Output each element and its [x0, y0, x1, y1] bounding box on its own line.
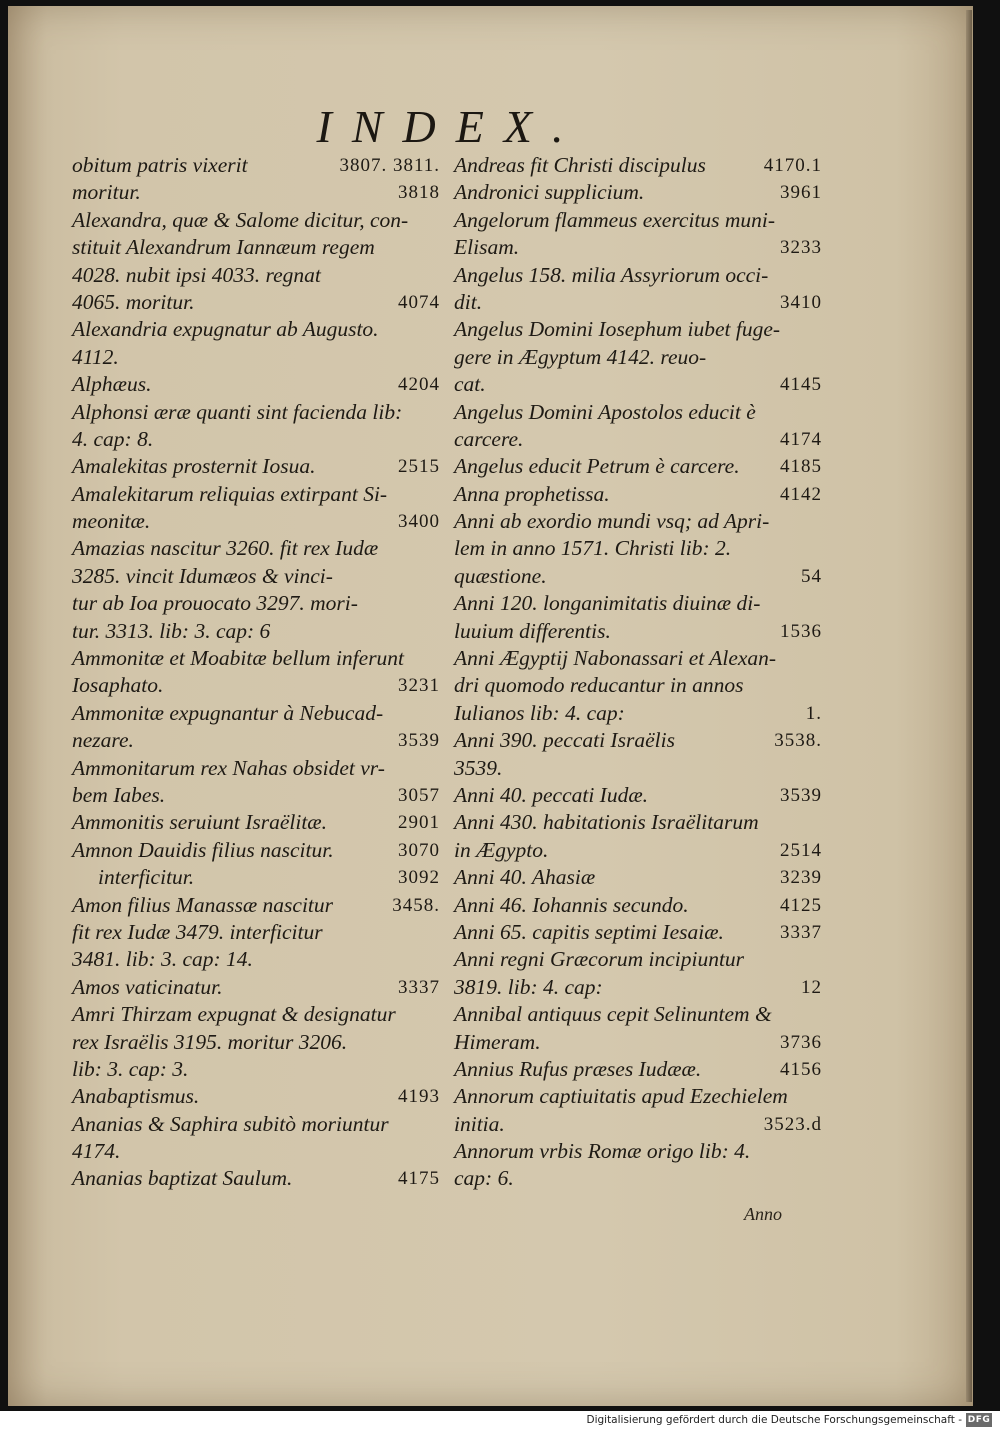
index-entry-text: dri quomodo reducantur in annos [454, 673, 744, 698]
index-entry-text: Anni regni Græcorum incipiuntur [454, 947, 745, 972]
index-entry-number: 1536 [780, 620, 822, 642]
index-entry-number: 3807. 3811. [339, 155, 440, 176]
index-entry-text: Ammonitæ expugnantur à Nebucad- [72, 700, 384, 725]
index-entry-text: Ammonitæ et Moabitæ bellum inferunt [72, 646, 405, 671]
index-entry-text: Anni Ægyptij Nabonassari et Alexan- [454, 646, 777, 671]
index-entry-line [454, 782, 822, 809]
index-entry-text: fit rex Iudæ 3479. interficitur [72, 919, 323, 944]
index-entry-line [454, 892, 822, 919]
index-entry-line [72, 892, 440, 919]
index-entry-number: 4142 [780, 483, 822, 505]
index-entry-text: stituit Alexandrum Iannæum regem [72, 235, 375, 260]
index-entry-text: Anna prophetissa. [454, 481, 610, 506]
index-entry-text: Amalekitas prosternit Iosua. [72, 454, 316, 479]
index-entry-line [454, 590, 814, 617]
index-entry-number: 54 [801, 565, 822, 587]
index-entry-line [72, 453, 440, 480]
index-entry-line [72, 316, 432, 343]
index-entry-text: Anni 390. peccati Israëlis [454, 728, 675, 753]
index-entry-text: cat. [454, 372, 486, 397]
index-entry-text: Anni 120. longanimitatis diuinæ di- [454, 591, 761, 616]
index-entry-number: 4074 [398, 291, 440, 313]
index-entry-number: 4204 [398, 374, 440, 396]
index-entry-line [454, 344, 814, 371]
index-entry-line [72, 864, 440, 891]
index-entry-text: 4065. moritur. [72, 289, 195, 314]
index-entry-text: Angelus 158. milia Assyriorum occi- [454, 262, 769, 287]
index-entry-line [72, 508, 440, 535]
index-entry-number: 4145 [780, 374, 822, 396]
index-entry-number: 3818 [398, 182, 440, 204]
index-entry-number: 3458. [392, 894, 440, 916]
index-entry-text: Angelus Domini Apostolos educit è [454, 399, 756, 424]
index-entry-text: lem in anno 1571. Christi lib: 2. [454, 536, 732, 561]
index-entry-text: Angelorum flammeus exercitus muni- [454, 207, 776, 232]
index-entry-text: Iulianos lib: 4. cap: [454, 700, 625, 725]
index-entry-text: carcere. [454, 426, 524, 451]
index-entry-line [454, 563, 822, 590]
index-entry-line [72, 700, 432, 727]
index-entry-line [454, 974, 822, 1001]
index-entry-line [454, 864, 822, 891]
index-entry-text: Anni 65. capitis septimi Iesaiæ. [454, 919, 724, 944]
index-entry-line [72, 426, 432, 453]
index-entry-text: interficitur. [98, 865, 195, 890]
index-entry-text: Amon filius Manassæ nascitur [72, 892, 334, 917]
index-entry-text: Andreas fit Christi discipulus [454, 153, 706, 177]
index-entry-text: Annorum vrbis Romæ origo lib: 4. [454, 1139, 751, 1164]
index-entry-line [454, 426, 822, 453]
index-entry-line [454, 809, 814, 836]
index-entry-text: Angelus Domini Iosephum iubet fuge- [454, 317, 781, 342]
index-entry-number: 3337 [398, 976, 440, 998]
index-entry-line [454, 1138, 814, 1165]
index-entry-text: Alexandria expugnatur ab Augusto. [72, 317, 379, 342]
index-entry-line [454, 1001, 814, 1028]
index-entry-text: Iosaphato. [72, 673, 164, 698]
index-entry-line [454, 316, 814, 343]
index-entry-text: 3539. [454, 755, 503, 780]
index-entry-line [454, 1111, 822, 1138]
index-entry-line [72, 672, 440, 699]
index-entry-line [454, 399, 814, 426]
index-entry-text: Anni 46. Iohannis secundo. [454, 892, 689, 917]
index-entry-text: nezare. [72, 728, 134, 753]
index-entry-line [454, 618, 822, 645]
index-entry-line [454, 672, 814, 699]
index-entry-text: Amri Thirzam expugnat & designatur [72, 1002, 396, 1027]
index-entry-number: 4170.1 [763, 155, 822, 176]
footer-text: Digitalisierung gefördert durch die Deutsche Forschungsgemeinschaft - [586, 1414, 962, 1426]
index-entry-text: moritur. [72, 180, 141, 205]
index-entry-text: Amazias nascitur 3260. fit rex Iudæ [72, 536, 379, 561]
index-entry-text: 4112. [72, 344, 119, 369]
index-entry-number: 4185 [780, 456, 822, 478]
index-entry-text: Anni 430. habitationis Israëlitarum [454, 810, 759, 835]
index-entry-line [72, 919, 432, 946]
index-entry-line [454, 645, 814, 672]
index-entry-number: 4174 [780, 428, 822, 450]
index-entry-line [72, 371, 440, 398]
index-entry-text: Amnon Dauidis filius nascitur. [72, 837, 334, 862]
index-entry-line [72, 974, 440, 1001]
index-entry-number: 3057 [398, 784, 440, 806]
index-entry-line [72, 618, 432, 645]
index-entry-text: 3285. vincit Idumæos & vinci- [72, 563, 333, 588]
index-entry-text: Anni 40. Ahasiæ [454, 865, 596, 890]
index-entry-line [72, 289, 440, 316]
index-entry-number: 3736 [780, 1031, 822, 1053]
index-entry-line [454, 234, 822, 261]
index-entry-text: 4028. nubit ipsi 4033. regnat [72, 262, 321, 287]
index-entry-text: Elisam. [454, 235, 520, 260]
index-entry-line [72, 590, 432, 617]
index-entry-line [454, 207, 814, 234]
index-entry-line [72, 645, 432, 672]
index-entry-number: 2515 [398, 456, 440, 478]
index-entry-number: 4156 [780, 1058, 822, 1080]
index-entry-line [72, 207, 432, 234]
index-entry-number: 3523.d [763, 1113, 822, 1135]
index-entry-line [454, 946, 814, 973]
index-entry-text: Anabaptismus. [72, 1084, 200, 1109]
index-entry-text: bem Iabes. [72, 782, 166, 807]
index-entry-text: rex Israëlis 3195. moritur 3206. [72, 1029, 348, 1054]
index-entry-text: Angelus educit Petrum è carcere. [454, 454, 740, 479]
index-entry-line [454, 727, 822, 754]
index-entry-number: 3337 [780, 921, 822, 943]
index-entry-text: Ananias & Saphira subitò moriuntur [72, 1111, 389, 1136]
index-entry-number: 3961 [780, 182, 822, 204]
index-entry-text: Annius Rufus præses Iudææ. [454, 1056, 702, 1081]
index-entry-number: 2901 [398, 812, 440, 834]
index-entry-line [72, 809, 440, 836]
index-entry-number: 3233 [780, 237, 822, 259]
index-entry-text: meonitæ. [72, 509, 151, 534]
index-entry-text: obitum patris vixerit [72, 153, 248, 177]
index-entry-text: Anni 40. peccati Iudæ. [454, 782, 649, 807]
index-column-left [72, 152, 440, 1193]
index-entry-text: 4. cap: 8. [72, 426, 154, 451]
index-entry-line [72, 1056, 432, 1083]
index-entry-line [454, 1083, 814, 1110]
index-entry-number: 3231 [398, 675, 440, 697]
index-entry-line [72, 946, 432, 973]
index-entry-line [72, 399, 432, 426]
index-entry-line [454, 535, 814, 562]
index-entry-text: Ammonitis seruiunt Israëlitæ. [72, 810, 328, 835]
index-entry-text: Himeram. [454, 1029, 541, 1054]
index-entry-line [454, 1029, 822, 1056]
index-entry-number: 3092 [398, 867, 440, 889]
index-entry-number: 3538. [774, 730, 822, 752]
catchword: Anno [744, 1204, 782, 1224]
index-entry-line [72, 234, 432, 261]
index-entry-text: luuium differentis. [454, 618, 611, 643]
index-entry-text: Anni ab exordio mundi vsq; ad Apri- [454, 509, 770, 534]
index-entry-line [454, 1165, 814, 1192]
index-entry-text: in Ægypto. [454, 837, 549, 862]
index-entry-text: cap: 6. [454, 1166, 514, 1191]
index-entry-line [454, 919, 822, 946]
index-entry-text: Amalekitarum reliquias extirpant Si- [72, 481, 388, 506]
index-entry-line [72, 837, 440, 864]
index-entry-text: Ammonitarum rex Nahas obsidet vr- [72, 755, 385, 780]
index-entry-number: 3070 [398, 839, 440, 861]
index-entry-number: 4125 [780, 894, 822, 916]
index-entry-line [72, 755, 432, 782]
index-entry-number: 3410 [780, 291, 822, 313]
index-entry-line [72, 563, 432, 590]
index-entry-number: 3400 [398, 511, 440, 533]
index-entry-line [72, 782, 440, 809]
index-entry-line [454, 1056, 822, 1083]
index-entry-text: Amos vaticinatur. [72, 974, 223, 999]
index-entry-number: 1. [805, 702, 822, 724]
index-entry-text: 3481. lib: 3. cap: 14. [72, 947, 253, 972]
index-entry-line [454, 700, 822, 727]
index-entry-number: 2514 [780, 839, 822, 861]
index-entry-line [72, 727, 440, 754]
index-entry-line [72, 1138, 432, 1165]
index-entry-line [454, 481, 822, 508]
index-entry-number: 4175 [398, 1168, 440, 1190]
index-entry-line [454, 837, 822, 864]
index-entry-line [454, 262, 814, 289]
index-entry-text: Andronici supplicium. [454, 180, 645, 205]
index-entry-text: Ananias baptizat Saulum. [72, 1166, 293, 1191]
index-entry-text: Annorum captiuitatis apud Ezechielem [454, 1084, 788, 1109]
index-entry-line [454, 755, 814, 782]
index-entry-line [72, 262, 432, 289]
index-entry-text: Alphonsi æræ quanti sint facienda lib: [72, 399, 403, 424]
index-entry-text: 4174. [72, 1139, 121, 1164]
index-entry-text: Alphæus. [72, 372, 152, 397]
index-entry-line [454, 289, 822, 316]
index-entry-line [454, 179, 822, 206]
index-entry-text: tur. 3313. lib: 3. cap: 6 [72, 618, 271, 643]
index-entry-number: 12 [801, 976, 822, 998]
index-entry-text: quæstione. [454, 563, 547, 588]
index-entry-text: gere in Ægyptum 4142. reuo- [454, 344, 707, 369]
index-entry-number: 3539 [780, 784, 822, 806]
index-entry-line [454, 152, 822, 179]
index-entry-line [72, 1083, 440, 1110]
index-entry-line [72, 152, 440, 179]
dfg-logo: DFG [967, 1415, 991, 1425]
index-entry-text: Alexandra, quæ & Salome dicitur, con- [72, 207, 409, 232]
index-entry-number: 4193 [398, 1086, 440, 1108]
index-entry-text: tur ab Ioa prouocato 3297. mori- [72, 591, 358, 616]
index-entry-text: 3819. lib: 4. cap: [454, 974, 603, 999]
index-entry-line [72, 179, 440, 206]
index-entry-line [72, 1111, 432, 1138]
index-entry-text: lib: 3. cap: 3. [72, 1056, 189, 1081]
index-entry-line [454, 508, 814, 535]
index-entry-text: dit. [454, 289, 483, 314]
index-entry-line [72, 1029, 432, 1056]
page-edge [966, 10, 972, 1402]
index-entry-line [454, 371, 822, 398]
index-entry-line [72, 1001, 432, 1028]
index-column-right [454, 152, 822, 1193]
index-entry-text: Annibal antiquus cepit Selinuntem & [454, 1002, 772, 1027]
page-title: INDEX. [316, 101, 584, 152]
index-entry-number: 3239 [780, 867, 822, 889]
index-entry-line [72, 344, 432, 371]
index-entry-line [454, 453, 822, 480]
index-entry-line [72, 1165, 440, 1192]
index-entry-number: 3539 [398, 730, 440, 752]
index-entry-line [72, 535, 432, 562]
index-entry-line [72, 481, 432, 508]
index-entry-text: initia. [454, 1111, 505, 1136]
